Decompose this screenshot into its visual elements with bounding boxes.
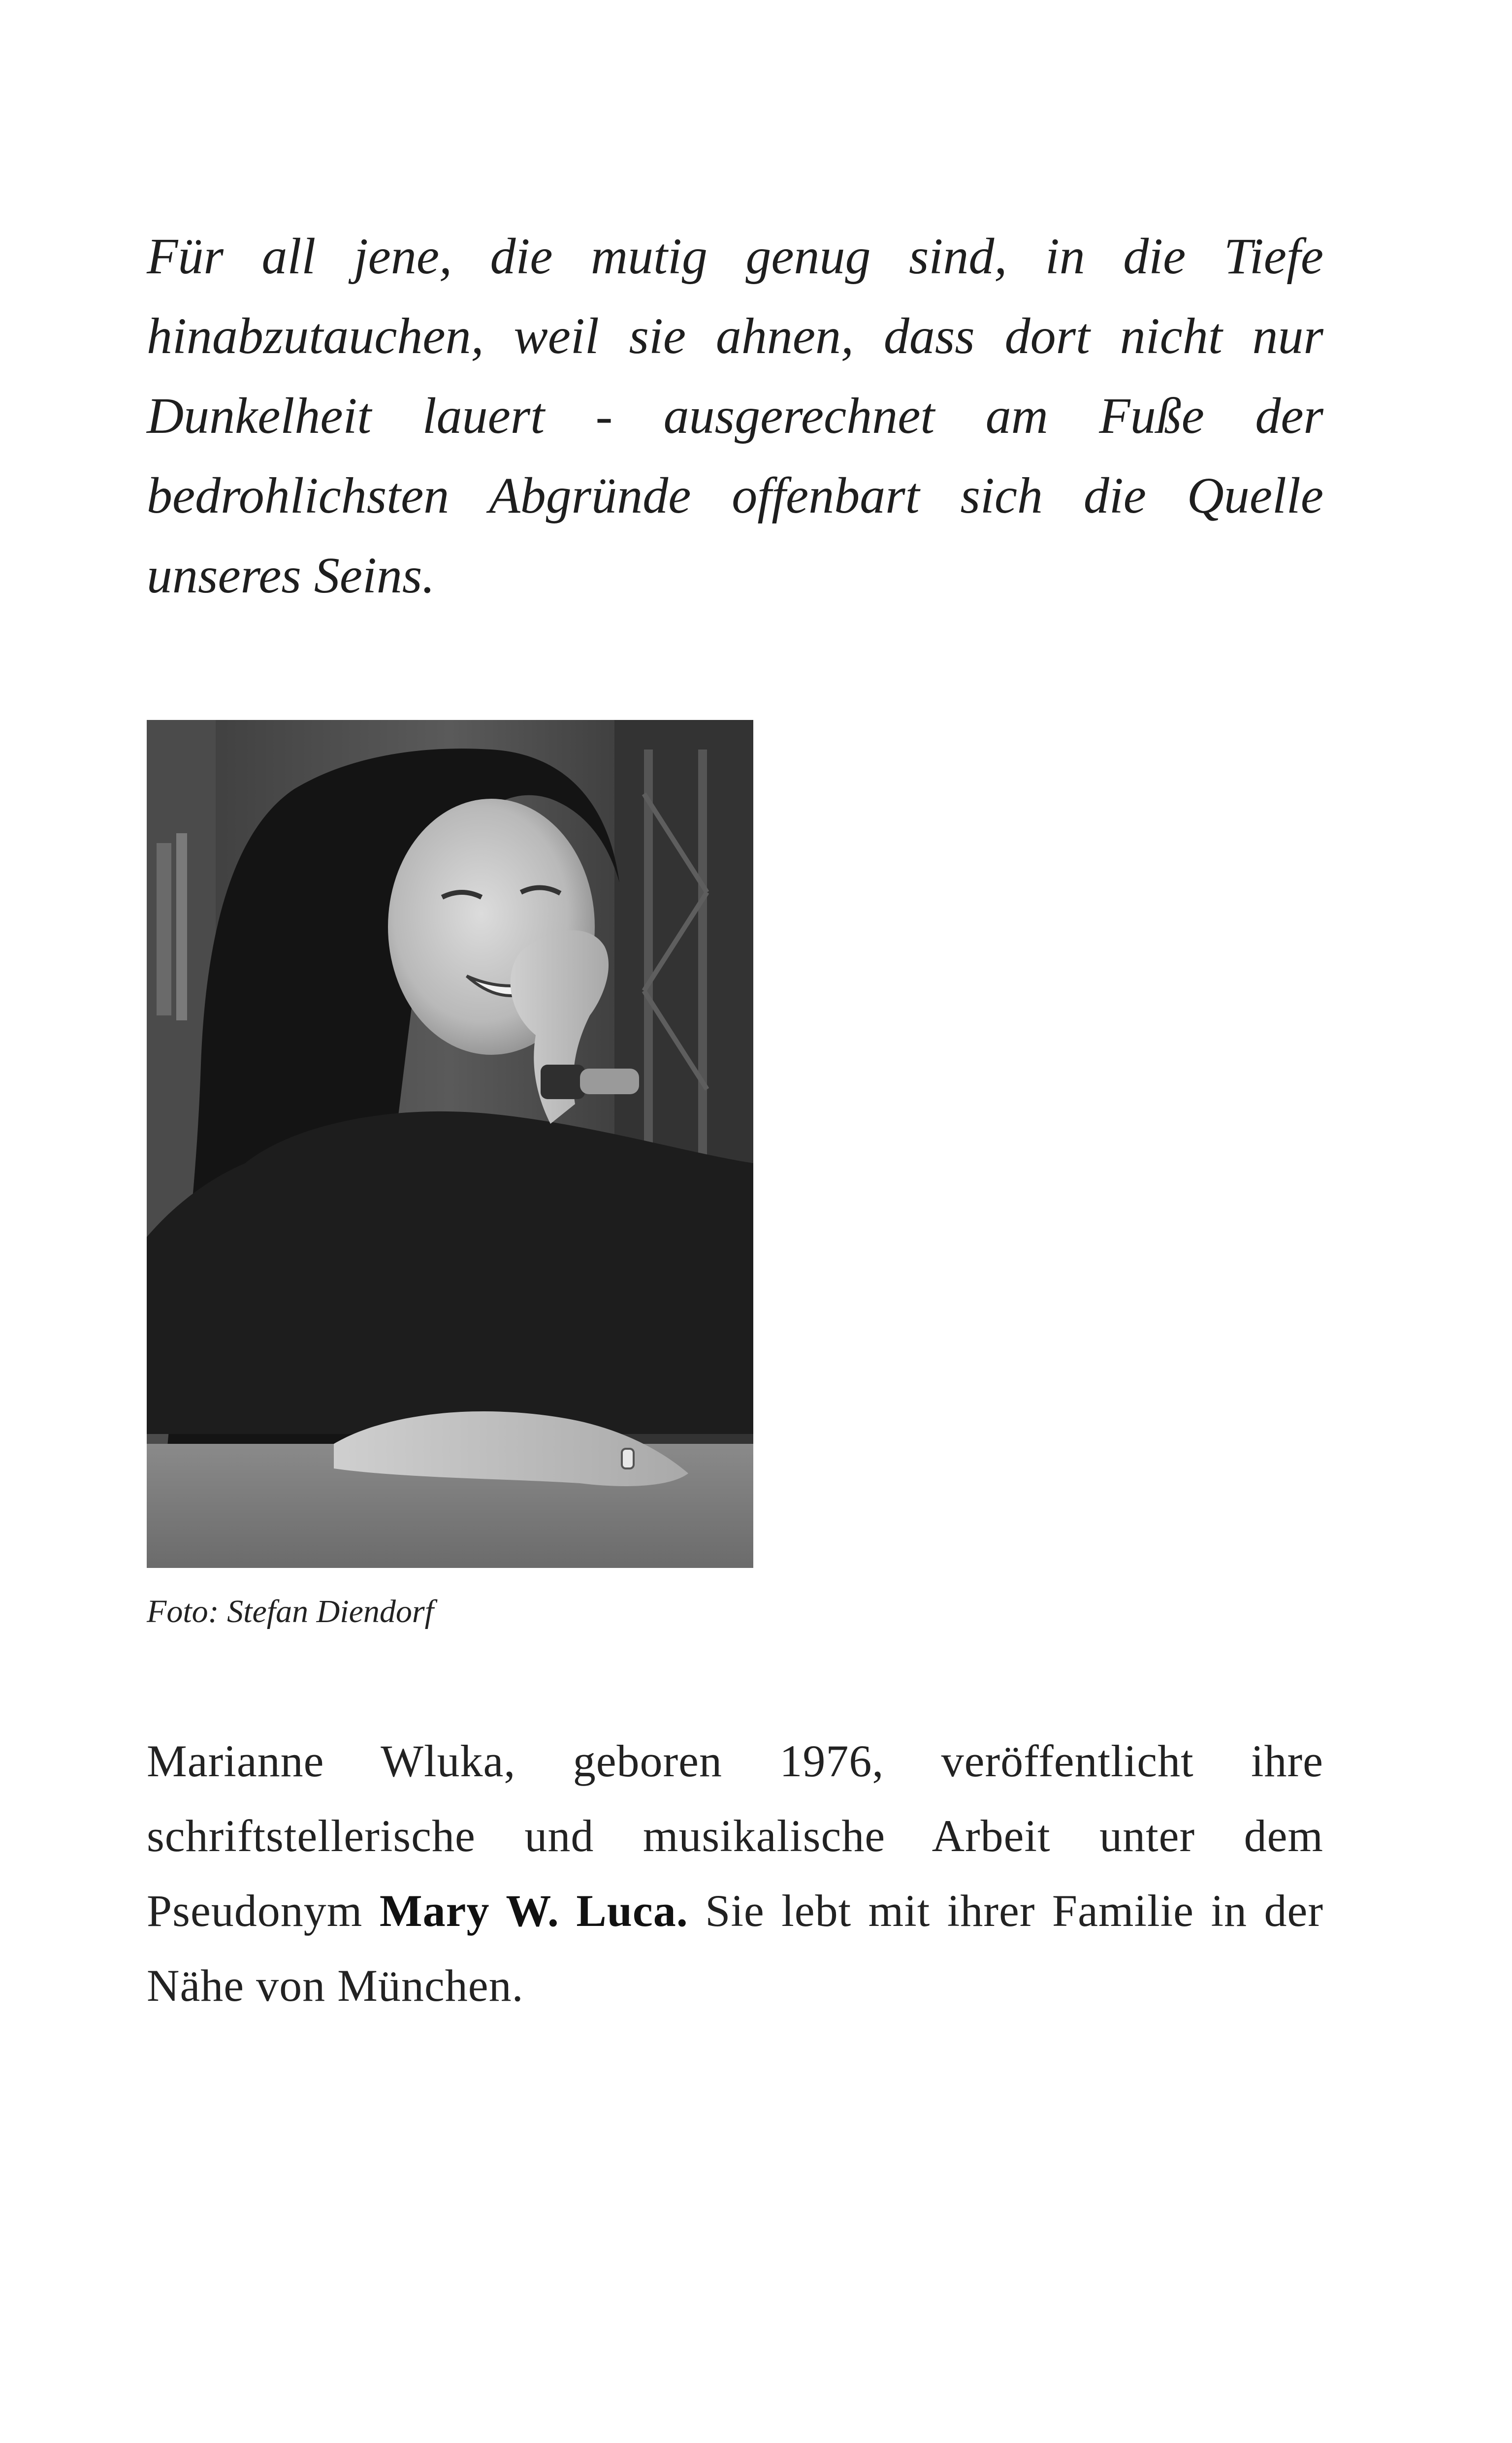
author-photo bbox=[147, 720, 753, 1568]
bio-text-before: Marianne Wluka, geboren 1976, veröffentlicht ihre schriftstellerische und musikalische Arbeit unter dem Pseudonym bbox=[147, 1736, 1323, 1936]
bio-text-after: Sie lebt mit ihrer Familie in der Nähe von München. bbox=[147, 1886, 1323, 2011]
bio-pseudonym: Mary W. Luca. bbox=[379, 1886, 688, 1936]
photo-caption: Foto: Stefan Diendorf bbox=[147, 1594, 434, 1629]
author-bio bbox=[147, 1724, 1323, 2023]
dedication-text: Für all jene, die mutig genug sind, in die Tiefe hinabzutauchen, weil sie ahnen, dass dort nicht nur Dunkelheit lauert - ausgerechnet am Fuße der bedrohlichsten Abgründe offenbart sich die Quelle unseres Seins. bbox=[147, 228, 1323, 604]
